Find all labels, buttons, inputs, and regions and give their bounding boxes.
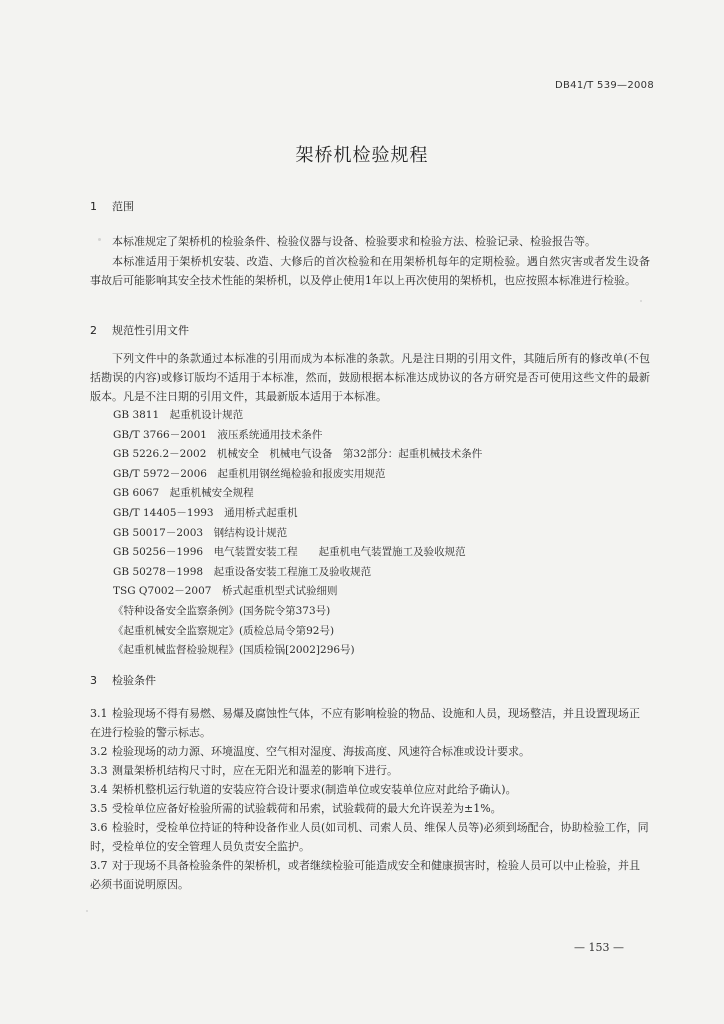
clause-3-2	[90, 742, 650, 761]
clause-3-5	[90, 799, 650, 818]
clause-text: 测量架桥机结构尺寸时，应在无阳光和温差的影响下进行。	[112, 764, 398, 777]
clause-number: 3.4	[90, 783, 108, 796]
section-2-heading	[90, 322, 189, 338]
section-1-paragraph-2: 本标准适用于架桥机安装、改造、大修后的首次检验和在用架桥机每年的定期检验。遇自然灾害或者发生设备事故后可能影响其安全技术性能的架桥机，以及停止使用1年以上再次使用的架桥机，也应按照本标准进行检验。	[90, 255, 650, 287]
clause-text: 对于现场不具备检验条件的架桥机，或者继续检验可能造成安全和健康损害时，检验人员可以中止检验，并且必须书面说明原因。	[90, 859, 640, 891]
reference-item: 《起重机械安全监察规定》(质检总局令第92号)	[113, 624, 335, 637]
reference-item: 《特种设备安全监察条例》(国务院令第373号)	[113, 604, 331, 617]
reference-item: GB 5226.2－2002 机械安全 机械电气设备 第32部分：起重机械技术条件	[113, 448, 483, 461]
reference-item: GB 6067 起重机械安全规程	[113, 487, 254, 500]
standard-code: DB41/T 539—2008	[555, 80, 654, 91]
clause-number: 3.3	[90, 764, 108, 777]
section-1-heading	[90, 198, 134, 214]
page-number: — 153 —	[574, 941, 624, 954]
section-1-title: 范围	[112, 200, 134, 213]
clause-3-4	[90, 780, 650, 799]
section-1-number: 1	[90, 200, 97, 213]
section-3-heading	[90, 672, 156, 688]
reference-item: GB/T 5972－2006 起重机用钢丝绳检验和报废实用规范	[113, 467, 386, 480]
reference-item: GB/T 3766－2001 液压系统通用技术条件	[113, 428, 323, 441]
clause-text: 检验时，受检单位持证的特种设备作业人员(如司机、司索人员、维保人员等)必须到场配合，协助检验工作，同时，受检单位的安全管理人员负责安全监护。	[90, 821, 649, 853]
clause-number: 3.2	[90, 745, 108, 758]
clause-number: 3.6	[90, 821, 108, 834]
clause-number: 3.1	[90, 707, 108, 720]
clause-text: 受检单位应备好检验所需的试验载荷和吊索，试验载荷的最大允许误差为±1%。	[112, 802, 502, 815]
clause-3-1	[90, 704, 650, 742]
clause-text: 检验现场的动力源、环境温度、空气相对湿度、海拔高度、风速符合标准或设计要求。	[112, 745, 530, 758]
reference-item: GB 50017－2003 钢结构设计规范	[113, 526, 288, 539]
section-3-title: 检验条件	[112, 674, 156, 687]
clause-number: 3.5	[90, 802, 108, 815]
clause-3-7	[90, 856, 650, 894]
clause-text: 架桥机整机运行轨道的安装应符合设计要求(制造单位或安装单位应对此给予确认)。	[112, 783, 517, 796]
section-1-paragraph-1: 本标准规定了架桥机的检验条件、检验仪器与设备、检验要求和检验方法、检验记录、检验报告等。	[112, 235, 596, 248]
section-2-number: 2	[90, 324, 97, 337]
reference-item: 《起重机械监督检验规程》(国质检锅[2002]296号)	[113, 644, 355, 657]
scan-speck	[98, 238, 101, 241]
reference-item: TSG Q7002－2007 桥式起重机型式试验细则	[113, 585, 338, 598]
scan-speck	[86, 910, 88, 912]
clause-text: 检验现场不得有易燃、易爆及腐蚀性气体，不应有影响检验的物品、设施和人员，现场整洁，并且设置现场正在进行检验的警示标志。	[90, 707, 640, 739]
reference-item: GB 3811 起重机设计规范	[113, 409, 244, 421]
reference-list	[113, 406, 633, 661]
reference-item: GB 50256－1996 电气装置安装工程 起重机电气装置施工及验收规范	[113, 546, 466, 559]
reference-item: GB 50278－1998 起重设备安装工程施工及验收规范	[113, 565, 372, 578]
document-title: 架桥机检验规程	[295, 145, 429, 166]
section-2-intro: 下列文件中的条款通过本标准的引用而成为本标准的条款。凡是注日期的引用文件，其随后所有的修改单(不包括勘误的内容)或修订版均不适用于本标准，然而，鼓励根据本标准达成协议的各方研究是否可使用这些文件的最新版本。凡是不注日期的引用文件，其最新版本适用于本标准。	[90, 352, 650, 403]
clause-3-6	[90, 818, 650, 856]
section-3-number: 3	[90, 674, 97, 687]
section-2-title: 规范性引用文件	[112, 324, 189, 337]
clause-3-3	[90, 761, 650, 780]
clause-number: 3.7	[90, 859, 108, 872]
reference-item: GB/T 14405－1993 通用桥式起重机	[113, 506, 298, 519]
scan-speck	[640, 300, 642, 302]
